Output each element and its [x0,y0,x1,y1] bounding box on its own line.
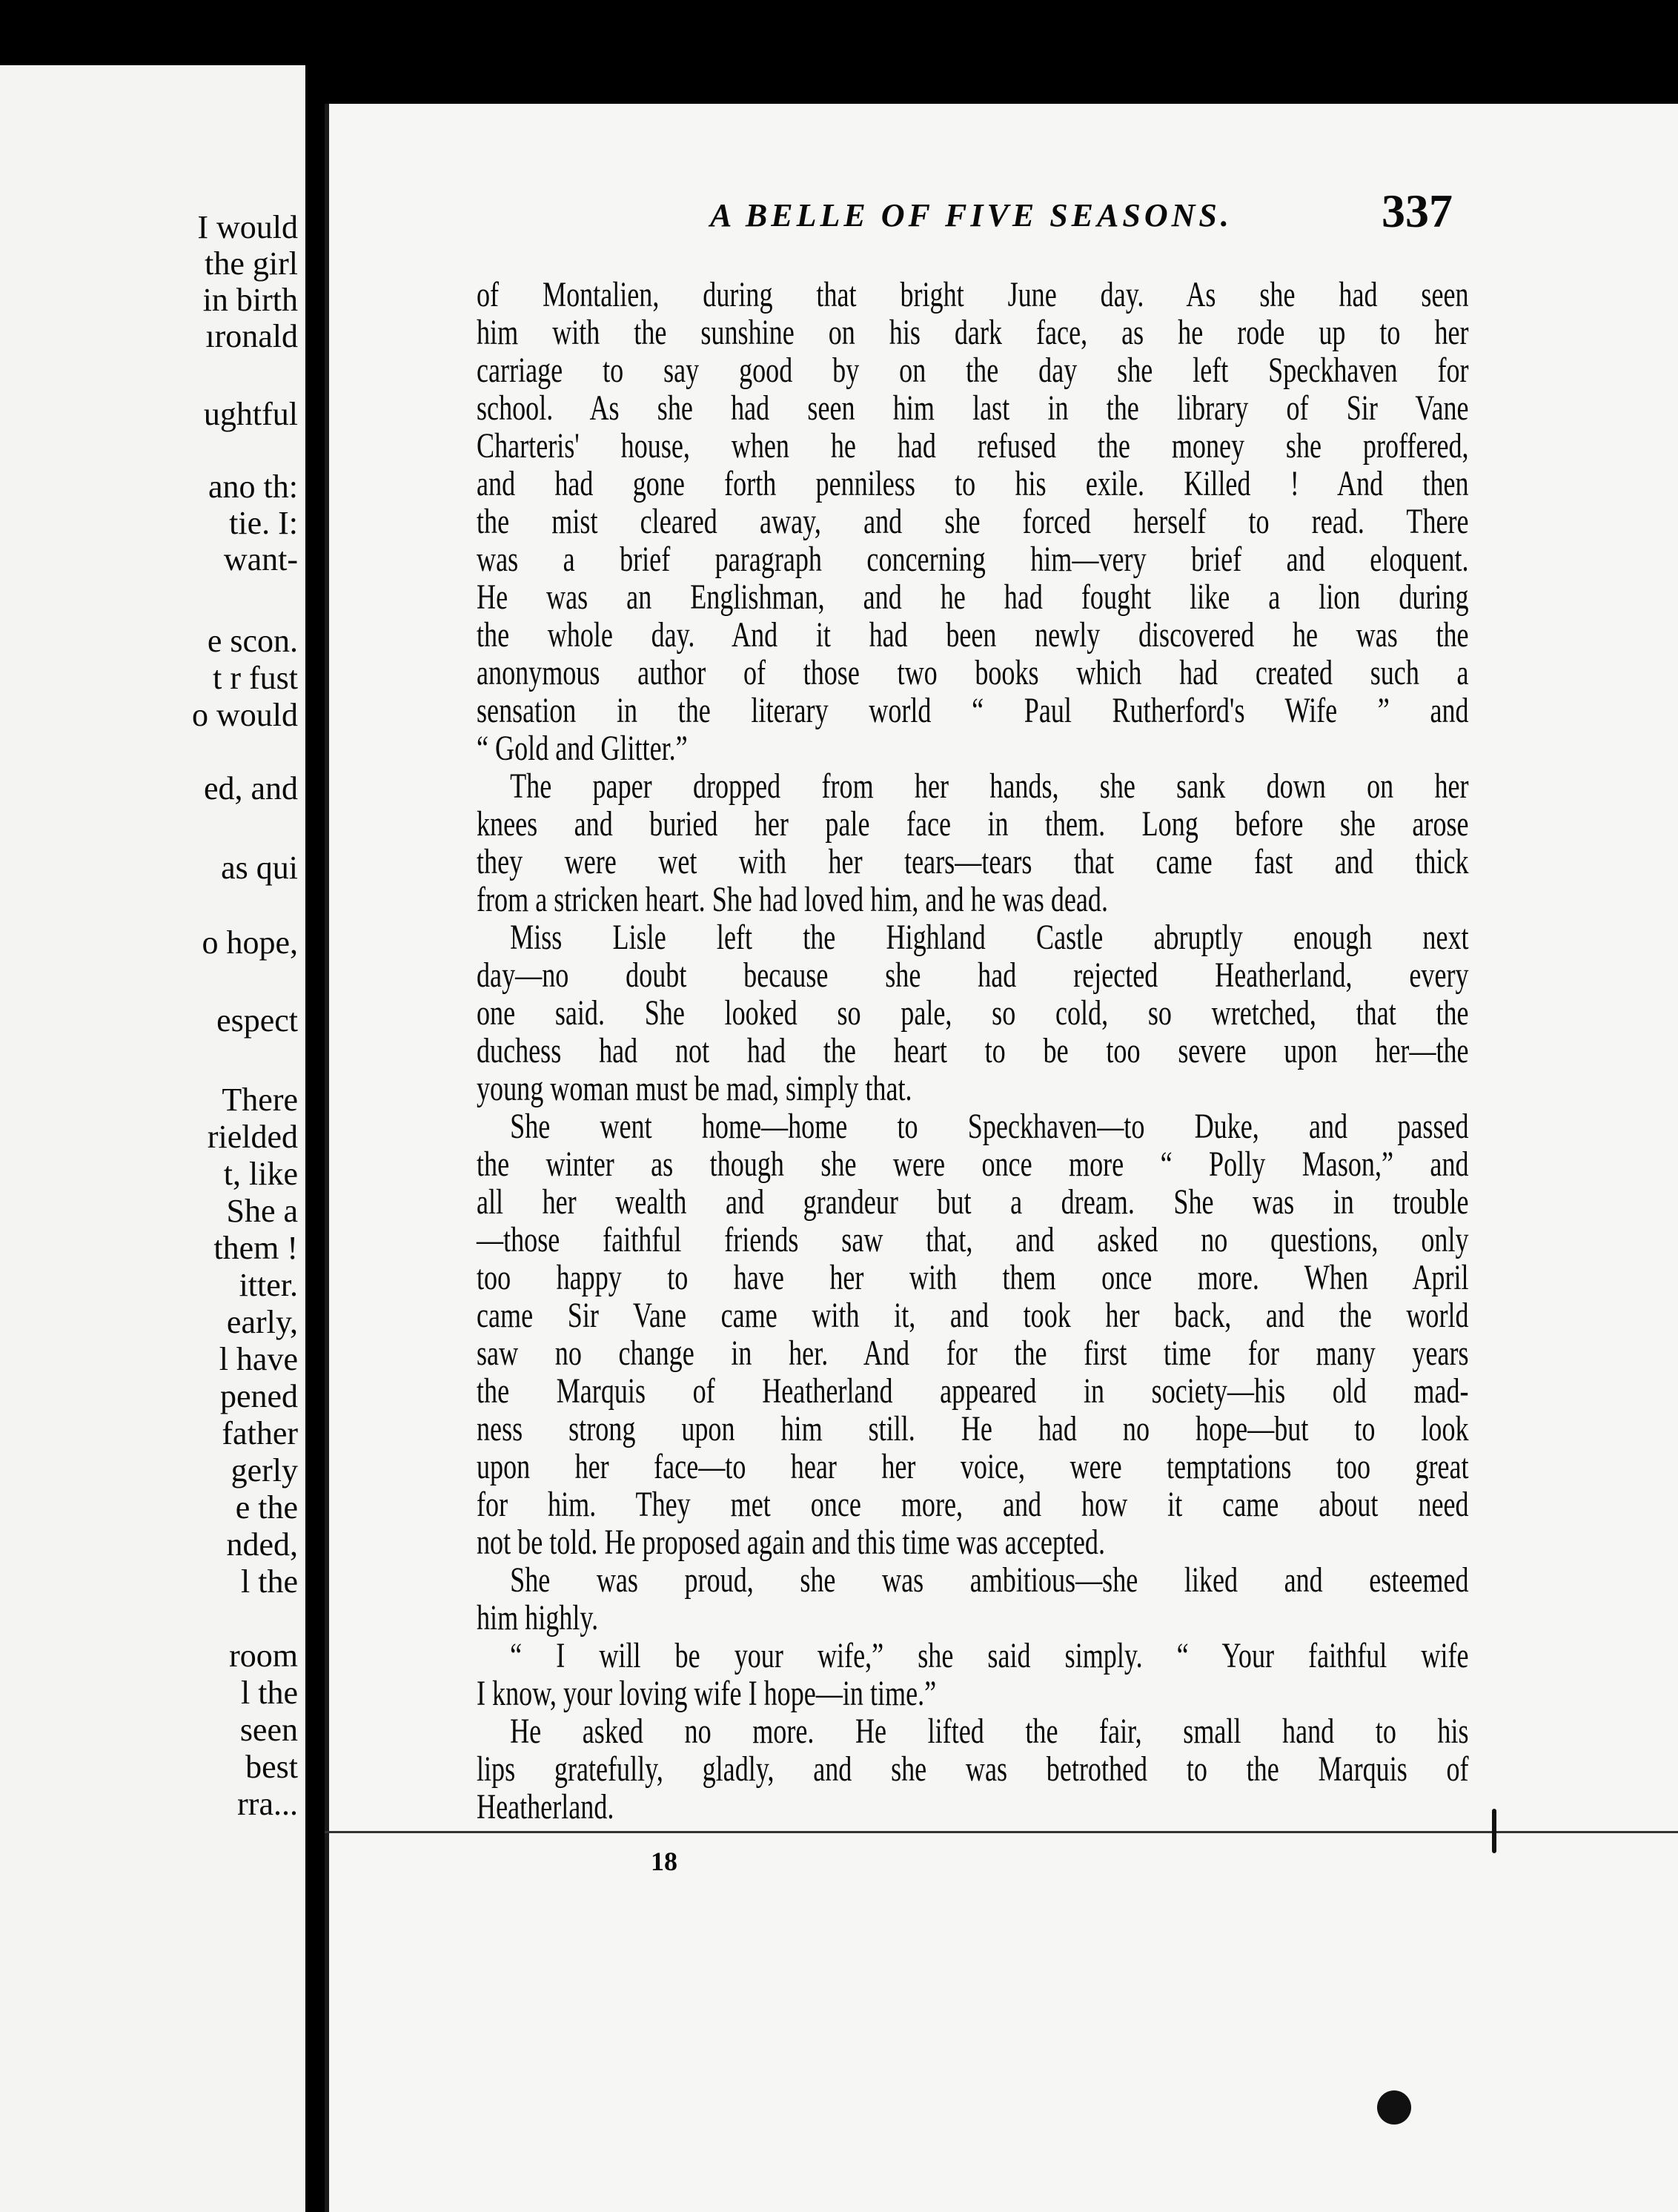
facing-page-line: There [222,1082,298,1118]
text-line: the Marquis of Heatherland appeared in society—his old mad- [477,1371,1469,1411]
text-line: knees and buried her pale face in them. Long before she arose [477,804,1469,844]
text-line: for him. They met once more, and how it came about need [477,1485,1469,1524]
text-line: Charteris' house, when he had refused the money she proffered, [477,426,1469,466]
text-line: from a stricken heart. She had loved him, and he was dead. [477,880,1108,919]
text-line: The paper dropped from her hands, she sank down on her [510,766,1469,806]
facing-page-line: seen [239,1712,298,1748]
running-title: A BELLE OF FIVE SEASONS. [710,197,1233,234]
text-line: too happy to have her with them once more. When April [477,1258,1469,1297]
text-line: not be told. He proposed again and this time was accepted. [477,1523,1106,1562]
text-line: and had gone forth penniless to his exile. Killed ! And then [477,464,1469,503]
text-line: duchess had not had the heart to be too severe upon her—the [477,1031,1469,1070]
text-line: upon her face—to hear her voice, were temptations too great [477,1447,1469,1486]
facing-page-line: She a [226,1193,298,1229]
text-line: I know, your loving wife I hope—in time.” [477,1674,937,1713]
facing-page-line: them ! [213,1230,298,1266]
book-gutter [305,0,325,2212]
text-line: anonymous author of those two books which had created such a [477,653,1469,692]
book-page [325,104,1678,2212]
text-line: was a brief paragraph concerning him—very brief and eloquent. [477,540,1469,579]
facing-page-line: ano th: [208,468,298,505]
text-line: him highly. [477,1598,599,1638]
facing-page-line: as qui [221,850,298,886]
text-line: She was proud, she was ambitious—she liked and esteemed [510,1560,1469,1600]
facing-page-line: nded, [226,1526,298,1563]
text-line: ness strong upon him still. He had no hope—but to look [477,1409,1469,1448]
text-line: “ Gold and Glitter.” [477,729,688,768]
facing-page-line: gerly [231,1452,298,1489]
text-line: Miss Lisle left the Highland Castle abruptly enough next [510,918,1469,957]
facing-page-line: ed, and [203,770,298,807]
text-line: they were wet with her tears—tears that came fast and thick [477,842,1469,881]
text-line: “ I will be your wife,” she said simply. “ Your faithful wife [510,1636,1469,1675]
text-line: came Sir Vane came with it, and took her back, and the world [477,1296,1469,1335]
facing-page-line: l the [241,1563,298,1600]
text-line: him with the sunshine on his dark face, as he rode up to her [477,313,1469,352]
facing-page-line: ughtful [203,396,298,432]
text-line: all her wealth and grandeur but a dream. She was in trouble [477,1182,1469,1222]
text-line: day—no doubt because she had rejected Heatherland, every [477,956,1469,995]
facing-page-line: espect [216,1002,298,1039]
facing-page-line: o hope, [202,924,298,961]
scan-line [325,1831,1678,1833]
text-line: He was an Englishman, and he had fought like a lion during [477,577,1469,617]
ink-stain [1492,1809,1496,1853]
facing-page-line: I would [197,209,298,245]
facing-page-line: early, [226,1304,298,1340]
text-line: school. As she had seen him last in the library of Sir Vane [477,388,1469,428]
text-line: She went home—home to Speckhaven—to Duke, and passed [510,1107,1469,1146]
text-line: the mist cleared away, and she forced herself to read. There [477,502,1469,541]
page-edge [325,104,329,2212]
text-line: young woman must be mad, simply that. [477,1069,912,1108]
text-line: carriage to say good by on the day she left Speckhaven for [477,351,1469,390]
facing-page-line: the girl [205,245,298,282]
facing-page-line: tie. I: [229,505,298,541]
facing-page-line: t, like [223,1156,298,1192]
facing-page-line: want- [223,541,298,577]
facing-page-line: itter. [239,1267,298,1303]
facing-page-line: o would [192,697,298,733]
signature-mark: 18 [651,1847,677,1876]
facing-page-line: e scon. [207,623,298,659]
text-line: sensation in the literary world “ Paul Rutherford's Wife ” and [477,691,1469,730]
text-line: one said. She looked so pale, so cold, so wretched, that the [477,993,1469,1033]
text-line: —those faithful friends saw that, and asked no questions, only [477,1220,1469,1259]
text-line: the winter as though she were once more “ Polly Mason,” and [477,1145,1469,1184]
facing-page-line: rielded [207,1119,298,1155]
text-line: lips gratefully, gladly, and she was betrothed to the Marquis of [477,1749,1469,1789]
facing-page-line: t r fust [213,660,298,696]
facing-page-line: l have [219,1341,298,1377]
facing-page-line: l the [241,1675,298,1711]
text-line: He asked no more. He lifted the fair, small hand to his [510,1712,1469,1751]
facing-page-line: rra... [237,1786,298,1822]
ink-stain [1377,2090,1411,2125]
facing-page-line: best [245,1749,298,1785]
facing-page-fragment [0,65,305,2212]
text-line: of Montalien, during that bright June day. As she had seen [477,275,1469,314]
facing-page-line: room [229,1638,298,1674]
text-line: Heatherland. [477,1787,614,1827]
facing-page-line: e the [235,1489,298,1526]
facing-page-line: in birth [202,282,298,318]
facing-page-line: father [222,1415,298,1451]
text-line: the whole day. And it had been newly discovered he was the [477,615,1469,655]
facing-page-line: pened [219,1378,298,1414]
text-line: saw no change in her. And for the first time for many years [477,1334,1469,1373]
page-number: 337 [1382,185,1453,237]
body-text [477,276,1469,1826]
facing-page-line: ıronald [205,318,298,354]
